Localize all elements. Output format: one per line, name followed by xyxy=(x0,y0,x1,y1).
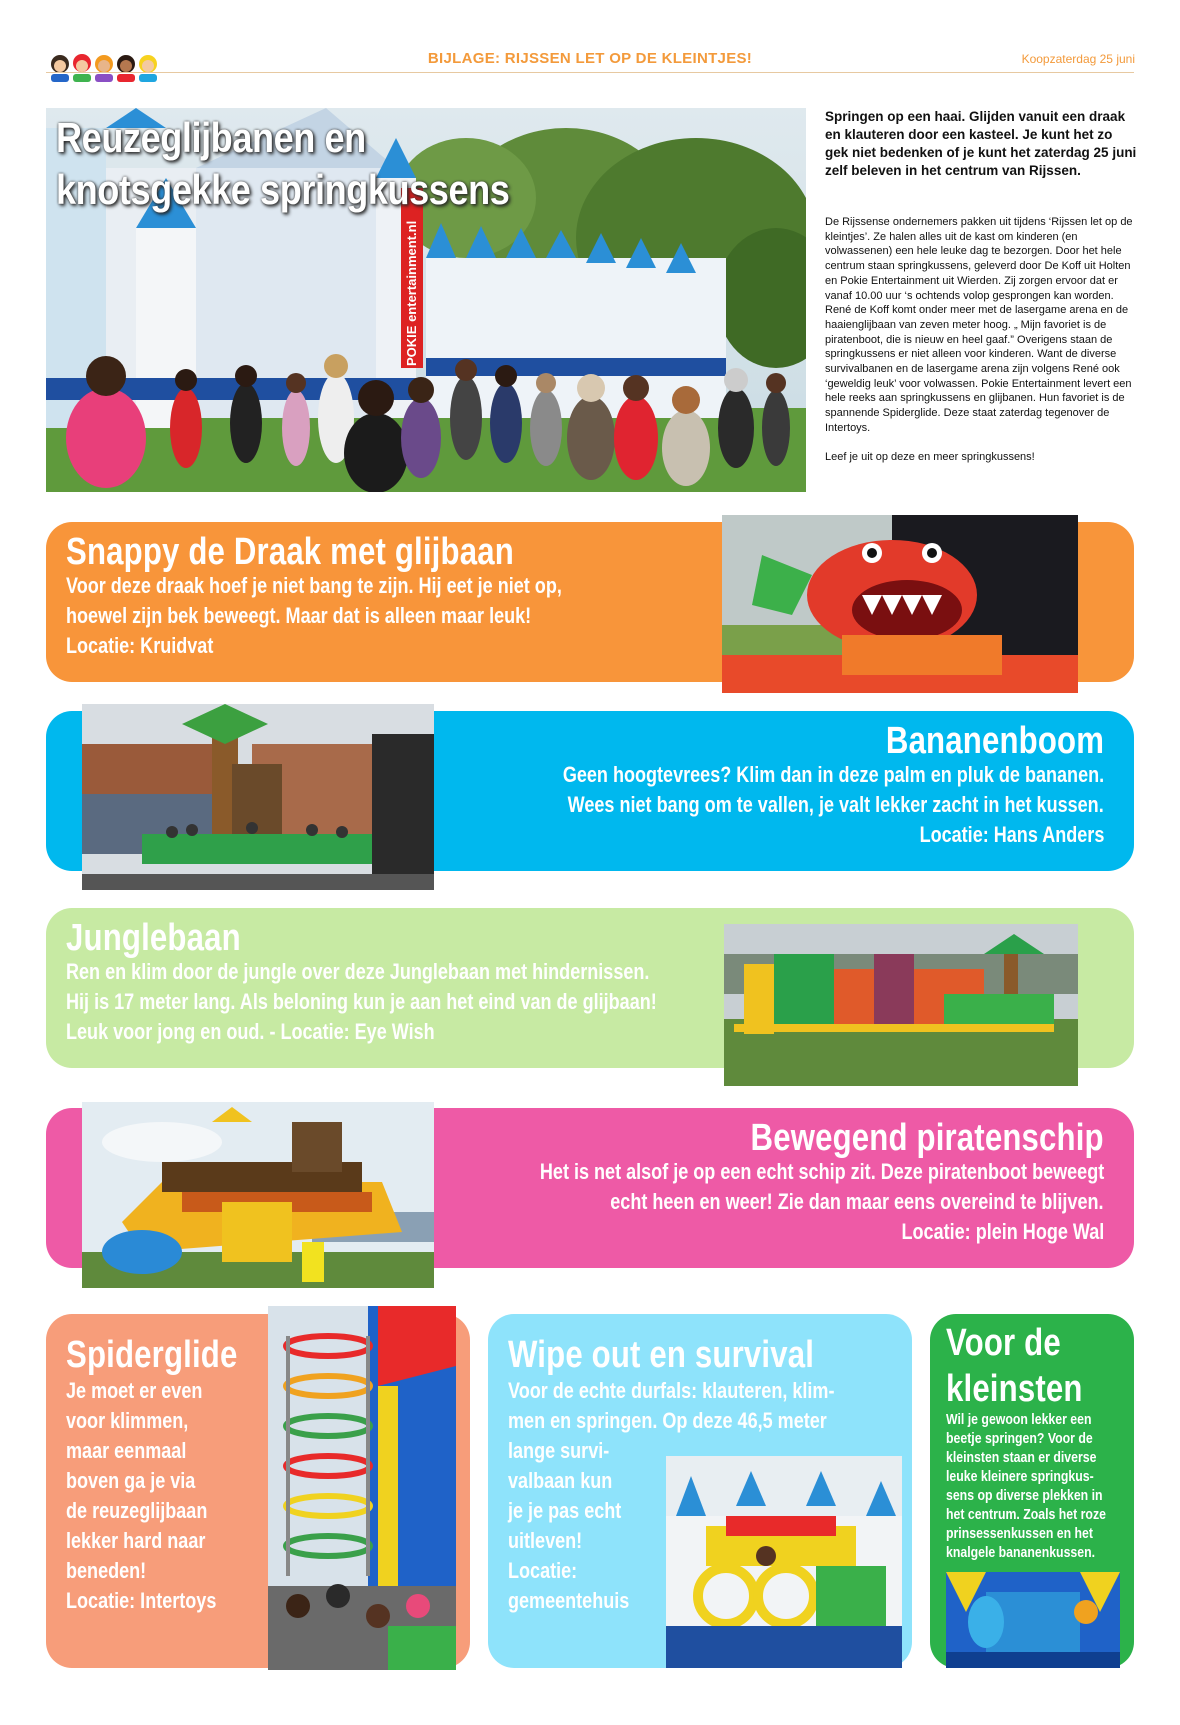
kleinsten-text-1: Wil je gewoon lekker een xyxy=(946,1411,1092,1428)
jungle-location: Leuk voor jong en oud. - Locatie: Eye Wish xyxy=(66,1019,435,1044)
spider-text-6: lekker hard naar xyxy=(66,1528,206,1553)
wipeout-text-4: valbaan kun xyxy=(508,1468,613,1493)
kleinsten-text xyxy=(946,1410,1141,1562)
wipeout-text-1: Voor de echte durfals: klauteren, klim- xyxy=(508,1378,835,1403)
bananen-title: Bananenboom xyxy=(885,720,1104,762)
wipeout-text-6: uitleven! xyxy=(508,1528,583,1553)
jungle-text-1: Ren en klim door de jungle over deze Junglebaan met hindernissen. xyxy=(66,959,650,984)
intro-body: De Rijssense ondernemers pakken uit tijdens ‘Rijssen let op de kleintjes’. Ze halen alles uit de kast om kinderen (en volwassenen) een hele leuke dag te bezorgen. Door het hele centrum staan springkussens, geleverd door De Koff uit Holten en Pokie Entertainment uit Wierden. Zij zorgen ervoor dat er vanaf 10.00 uur ‘s ochtends volop gesprongen kan worden. René de Koff komt onder meer met de lasergame arena en de haaienglijbaan van zeven meter hoog. „ Mijn favoriet is de piratenboot, die is nieuw en heel gaaf.” Overigens staan de springkussens er niet alleen voor kinderen. Want de diverse survivalbanen en de lasergame arena zijn volgens René ook ‘geweldig leuk’ voor volwassen. Pokie Entertainment levert een hele reeks aan springkussens en glijbanen. Hun favoriet is de spannende Spiderglide. Deze staat zaterdag tegenover de Intertoys. xyxy=(825,216,1133,434)
intro-closing: Leef je uit op deze en meer springkussens! xyxy=(825,450,1035,463)
kleinsten-text-3: kleinsten staan er diverse xyxy=(946,1449,1097,1466)
snappy-text-1: Voor deze draak hoef je niet bang te zijn. Hij eet je niet op, xyxy=(66,573,562,598)
wipeout-text xyxy=(508,1436,656,1616)
piraat-text-2: echt heen en weer! Zie dan maar eens overeind te blijven. xyxy=(610,1189,1104,1214)
kleinsten-title-2: kleinsten xyxy=(946,1368,1083,1410)
kleinsten-text-7: prinsessenkussen en het xyxy=(946,1525,1093,1542)
kleinsten-photo xyxy=(946,1572,1120,1668)
spider-location: Locatie: Intertoys xyxy=(66,1588,217,1613)
piraat-location: Locatie: plein Hoge Wal xyxy=(901,1219,1104,1244)
snappy-text-2: hoewel zijn bek beweegt. Maar dat is alleen maar leuk! xyxy=(66,603,532,628)
kleinsten-text-4: leuke kleinere springkus- xyxy=(946,1468,1094,1485)
kleinsten-text-2: beetje springen? Voor de xyxy=(946,1430,1093,1447)
wipeout-location-label: Locatie: xyxy=(508,1558,578,1583)
hero-headline-line1: Reuzeglijbanen en xyxy=(56,114,366,161)
supplement-title: BIJLAGE: RIJSSEN LET OP DE KLEINTJES! xyxy=(427,50,753,67)
wipeout-location: gemeentehuis xyxy=(508,1588,630,1613)
spider-text-5: de reuzeglijbaan xyxy=(66,1498,208,1523)
jungle-text-2: Hij is 17 meter lang. Als beloning kun je aan het eind van de glijbaan! xyxy=(66,989,657,1014)
kleinsten-title-1: Voor de xyxy=(946,1322,1061,1364)
kleinsten-text-6: het centrum. Zoals het roze xyxy=(946,1506,1106,1523)
kleinsten-text-8: knalgele bananenkussen. xyxy=(946,1544,1096,1561)
spider-text xyxy=(66,1376,249,1616)
header-divider xyxy=(46,72,1134,73)
snappy-title: Snappy de Draak met glijbaan xyxy=(66,531,514,573)
snappy-location: Locatie: Kruidvat xyxy=(66,633,214,658)
bananen-location: Locatie: Hans Anders xyxy=(919,822,1104,847)
spider-photo xyxy=(268,1306,456,1670)
wipeout-text-5: je je pas echt xyxy=(508,1498,622,1523)
spider-title: Spiderglide xyxy=(66,1334,238,1376)
jungle-photo xyxy=(724,924,1078,1086)
hero-headline-line2: knotsgekke springkussens xyxy=(56,166,510,213)
jungle-title: Junglebaan xyxy=(66,917,241,959)
kids-logo-icon xyxy=(46,50,166,84)
wipeout-text-3: lange survi- xyxy=(508,1438,610,1463)
spider-text-3: maar eenmaal xyxy=(66,1438,187,1463)
piraat-photo xyxy=(82,1102,434,1288)
wipeout-title: Wipe out en survival xyxy=(508,1334,815,1376)
spider-text-4: boven ga je via xyxy=(66,1468,196,1493)
hero-headline xyxy=(56,112,538,216)
spider-text-2: voor klimmen, xyxy=(66,1408,189,1433)
intro-article xyxy=(825,215,1137,478)
bananen-photo xyxy=(82,704,434,890)
wipeout-photo xyxy=(666,1456,902,1668)
spider-text-7: beneden! xyxy=(66,1558,147,1583)
snappy-photo xyxy=(722,515,1078,693)
intro-lead: Springen op een haai. Glijden vanuit een draak en klauteren door een kasteel. Je kunt het zo gek niet bedenken of je kunt het zaterdag 25 juni zelf beleven in het centrum van Rijssen. xyxy=(825,109,1137,178)
spider-text-1: Je moet er even xyxy=(66,1378,203,1403)
piraat-text-1: Het is net alsof je op een echt schip zit. Deze piratenboot beweegt xyxy=(539,1159,1104,1184)
kleinsten-text-5: sens op diverse plekken in xyxy=(946,1487,1103,1504)
wipeout-text-2: men en springen. Op deze 46,5 meter xyxy=(508,1408,827,1433)
bananen-text-1: Geen hoogtevrees? Klim dan in deze palm en pluk de bananen. xyxy=(562,762,1104,787)
hero-photo-sign: POKIE entertainment.nl xyxy=(404,220,419,366)
piraat-title: Bewegend piratenschip xyxy=(750,1117,1104,1159)
issue-date: Koopzaterdag 25 juni xyxy=(1021,52,1135,66)
bananen-text-2: Wees niet bang om te vallen, je valt lekker zacht in het kussen. xyxy=(567,792,1104,817)
